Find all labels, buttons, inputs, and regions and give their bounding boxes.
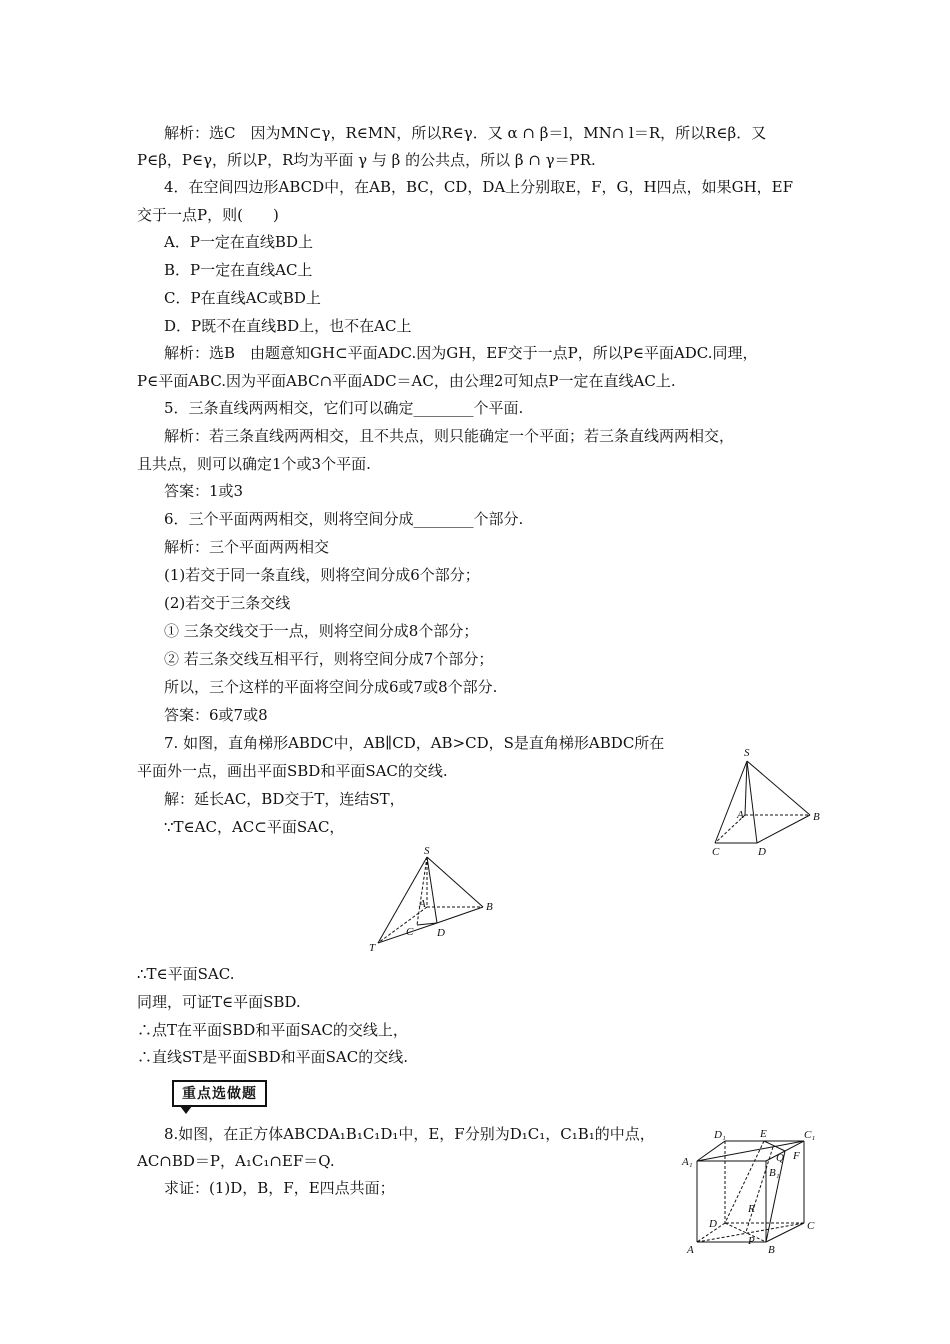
text-line: ∴点T在平面SBD和平面SAC的交线上， — [137, 1021, 408, 1039]
vertex-label: D — [709, 1218, 717, 1230]
answer-line: 答案：1或3 — [164, 482, 244, 500]
text-line: 4．在空间四边形ABCD中，在AB，BC，CD，DA上分别取E，F，G，H四点，如果GH，EF — [164, 178, 794, 196]
text-line: ∴直线ST是平面SBD和平面SAC的交线. — [137, 1048, 408, 1066]
vertex-label: B — [768, 1244, 775, 1256]
vertex-label: S — [744, 747, 750, 759]
text-line: 6．三个平面两两相交，则将空间分成________个部分. — [164, 510, 524, 528]
vertex-label: T — [369, 942, 376, 954]
option-c: C．P在直线AC或BD上 — [164, 289, 321, 307]
text-line: ∴T∈平面SAC. — [137, 965, 235, 983]
cube-figure — [680, 1128, 820, 1260]
vertex-label: D — [758, 846, 766, 858]
text-line: 求证：(1)D，B，F，E四点共面； — [164, 1179, 395, 1197]
vertex-label: F — [793, 1150, 800, 1162]
vertex-label: R — [748, 1203, 755, 1215]
option-b: B．P一定在直线AC上 — [164, 261, 313, 279]
vertex-label: B₁ — [769, 1167, 780, 1179]
text-line: ② 若三条交线互相平行，则将空间分成7个部分； — [164, 650, 494, 668]
text-line: 7. 如图，直角梯形ABDC中，AB∥CD，AB>CD，S是直角梯形ABDC所在 — [164, 734, 665, 752]
option-d: D．P既不在直线BD上，也不在AC上 — [164, 317, 412, 335]
vertex-label: P — [748, 1235, 755, 1247]
vertex-label: B — [813, 811, 820, 823]
section-header — [172, 1080, 267, 1107]
text-line: 且共点，则可以确定1个或3个平面. — [137, 455, 371, 473]
text-line: 解析：三个平面两两相交 — [164, 538, 330, 556]
text-line: AC∩BD＝P，A₁C₁∩EF＝Q. — [137, 1152, 335, 1170]
vertex-label: A — [419, 898, 426, 910]
vertex-label: E — [760, 1128, 767, 1140]
vertex-label: C — [807, 1220, 815, 1232]
option-a: A．P一定在直线BD上 — [164, 233, 313, 251]
text-line: 解析：若三条直线两两相交，且不共点，则只能确定一个平面；若三条直线两两相交， — [164, 427, 735, 445]
text-line: 所以，三个这样的平面将空间分成6或7或8个部分. — [164, 678, 498, 696]
vertex-label: B — [486, 901, 493, 913]
vertex-label: A₁ — [682, 1156, 693, 1168]
vertex-label: D — [437, 927, 445, 939]
vertex-label: A — [687, 1244, 694, 1256]
text-line: 解析：选C 因为MN⊂γ，R∈MN，所以R∈γ．又 α ∩ β＝l，MN∩ l＝R，所以R∈β．又 — [164, 124, 767, 142]
vertex-label: S — [424, 845, 430, 857]
vertex-label: C — [406, 926, 414, 938]
vertex-label: C — [712, 846, 720, 858]
text-line: 同理，可证T∈平面SBD. — [137, 993, 301, 1011]
pyramid-figure — [700, 745, 835, 860]
vertex-label: C₁ — [804, 1129, 816, 1141]
text-line: (2)若交于三条交线 — [164, 594, 291, 612]
text-line: 交于一点P，则( ) — [137, 206, 279, 224]
text-line: 8.如图，在正方体ABCDA₁B₁C₁D₁中，E，F分别为D₁C₁，C₁B₁的中点， — [164, 1125, 655, 1143]
text-line: ① 三条交线交于一点，则将空间分成8个部分； — [164, 622, 479, 640]
text-line: 解：延长AC，BD交于T，连结ST， — [164, 790, 405, 808]
vertex-label: D₁ — [714, 1129, 726, 1141]
section-label: 重点选做题 — [172, 1080, 267, 1107]
pyramid-extended-figure — [365, 845, 500, 957]
text-line: P∈平面ABC.因为平面ABC∩平面ADC＝AC，由公理2可知点P一定在直线AC上. — [137, 372, 676, 390]
text-line: (1)若交于同一条直线，则将空间分成6个部分； — [164, 566, 480, 584]
text-line: ∵T∈AC，AC⊂平面SAC， — [164, 818, 345, 836]
answer-line: 答案：6或7或8 — [164, 706, 268, 724]
text-line: P∈β，P∈γ，所以P，R均为平面 γ 与 β 的公共点，所以 β ∩ γ＝PR. — [137, 151, 596, 169]
vertex-label: A — [737, 809, 744, 821]
text-line: 解析：选B 由题意知GH⊂平面ADC.因为GH，EF交于一点P，所以P∈平面ADC.同理， — [164, 344, 758, 362]
text-line: 平面外一点，画出平面SBD和平面SAC的交线. — [137, 762, 448, 780]
text-line: 5．三条直线两两相交，它们可以确定________个平面. — [164, 399, 524, 417]
vertex-label: Q — [776, 1152, 784, 1164]
